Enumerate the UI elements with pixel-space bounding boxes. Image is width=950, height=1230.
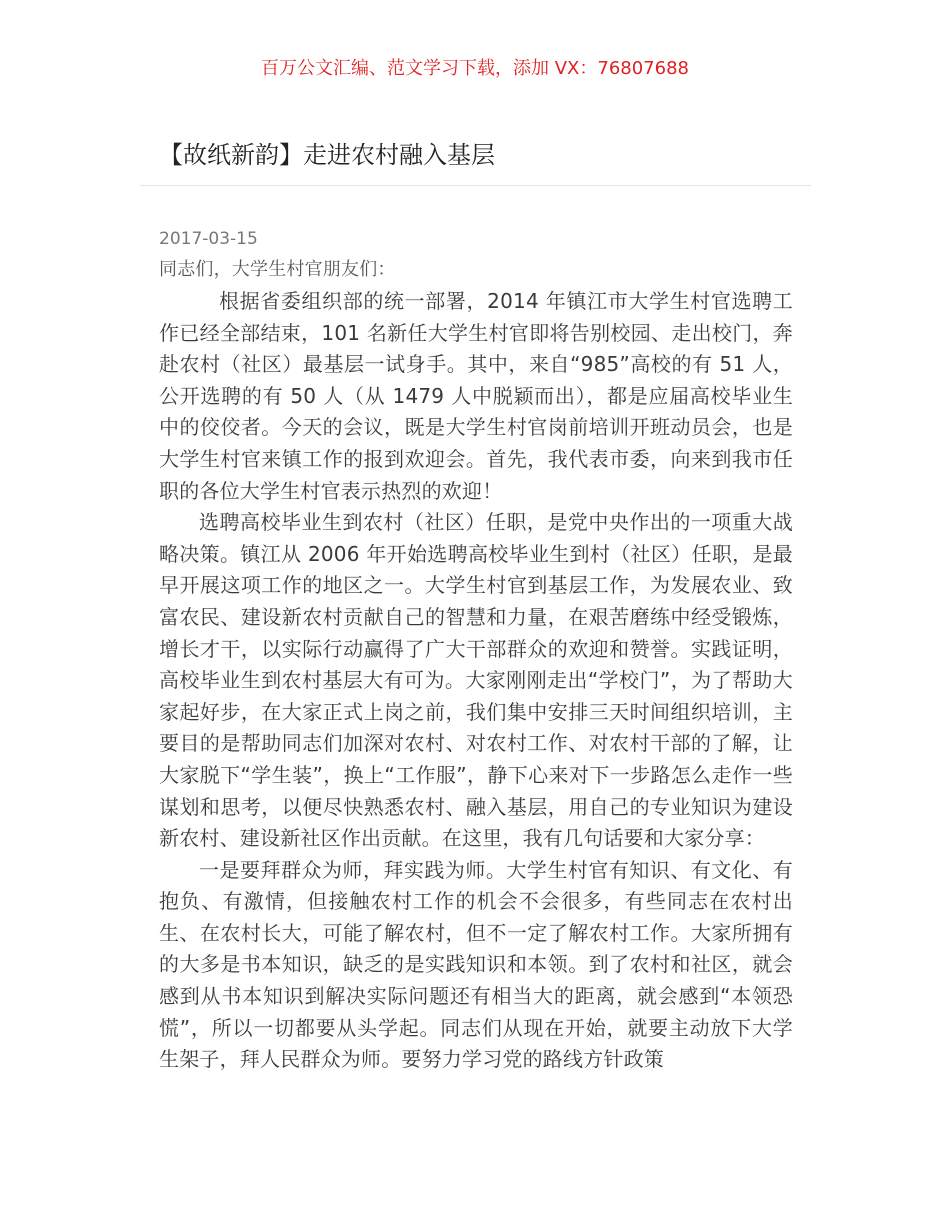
body-paragraph: 根据省委组织部的统一部署，2014 年镇江市大学生村官选聘工作已经全部结束，101 名新任大学生村官即将告别校园、走出校门，奔赴农村（社区）最基层一试身手。其中，来自“985”高校的有 51 人，公开选聘的有 50 人（从 1479 人中脱颖而出），都是应届高校毕业生中的佼佼者。今天的会议，既是大学生村官岗前培训开班动员会，也是大学生村官来镇工作的报到欢迎会。首先，我代表市委，向来到我市任职的各位大学生村官表示热烈的欢迎！: [159, 289, 793, 503]
title-divider: [140, 185, 811, 186]
article-title: 【故纸新韵】走进农村融入基层: [159, 141, 495, 169]
body-paragraph: 选聘高校毕业生到农村（社区）任职，是党中央作出的一项重大战略决策。镇江从 2006 年开始选聘高校毕业生到村（社区）任职，是最早开展这项工作的地区之一。大学生村官到基层工作，为发展农业、致富农民、建设新农村贡献自己的智慧和力量，在艰苦磨练中经受锻炼，增长才干，以实际行动赢得了广大干部群众的欢迎和赞誉。实践证明，高校毕业生到农村基层大有可为。大家刚刚走出“学校门”，为了帮助大家起好步，在大家正式上岗之前，我们集中安排三天时间组织培训，主要目的是帮助同志们加深对农村、对农村工作、对农村干部的了解，让大家脱下“学生装”，换上“工作服”，静下心来对下一步路怎么走作一些谋划和思考，以便尽快熟悉农村、融入基层，用自己的专业知识为建设新农村、建设新社区作出贡献。在这里，我有几句话要和大家分享：: [159, 510, 793, 851]
article-date: 2017-03-15: [159, 229, 258, 249]
article-body: [159, 256, 793, 1076]
promo-banner: 百万公文汇编、范文学习下载，添加 VX：76807688: [261, 58, 689, 79]
body-paragraph: 一是要拜群众为师，拜实践为师。大学生村官有知识、有文化、有抱负、有激情，但接触农村工作的机会不会很多，有些同志在农村出生、在农村长大，可能了解农村，但不一定了解农村工作。大家所拥有的大多是书本知识，缺乏的是实践知识和本领。到了农村和社区，就会感到从书本知识到解决实际问题还有相当大的距离，就会感到“本领恐慌”，所以一切都要从头学起。同志们从现在开始，就要主动放下大学生架子，拜人民群众为师。要努力学习党的路线方针政策: [159, 857, 793, 1072]
greeting-line: 同志们，大学生村官朋友们：: [159, 259, 396, 280]
